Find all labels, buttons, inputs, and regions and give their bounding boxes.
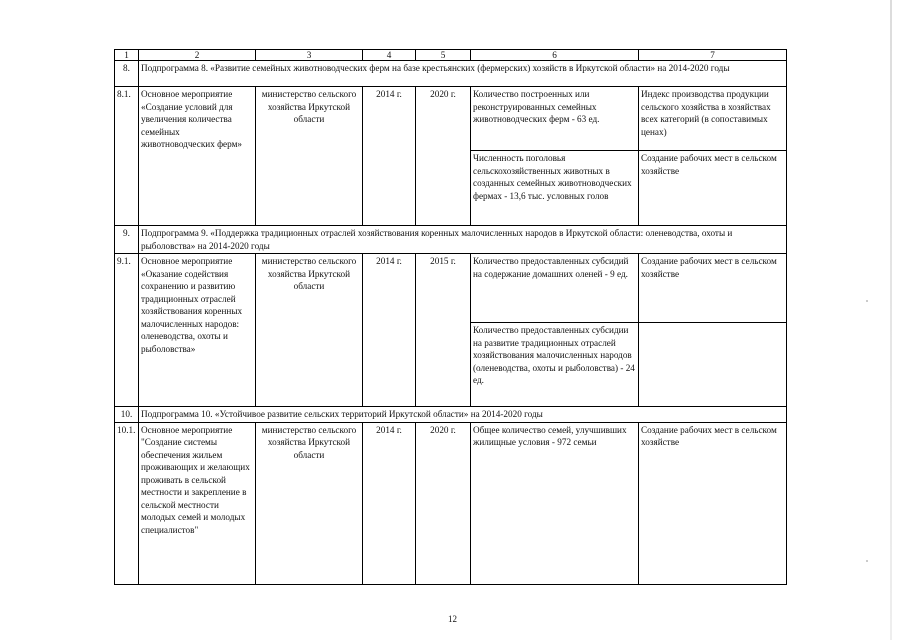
activity-end-year: 2020 г. bbox=[416, 87, 471, 226]
subprogram-title: Подпрограмма 9. «Поддержка традиционных отраслей хозяйствования коренных малочисленных народов в Иркутской области: оленеводства, охоты и рыболовства» на 2014-2020 годы bbox=[139, 226, 787, 254]
activity-start-year: 2014 г. bbox=[363, 422, 416, 584]
col-number: 6 bbox=[471, 50, 639, 61]
activity-row bbox=[115, 87, 787, 151]
subprogram-row bbox=[115, 407, 787, 423]
subprogram-title: Подпрограмма 8. «Развитие семейных животноводческих ферм на базе крестьянских (фермерских) хозяйств в Иркутской области» на 2014-2020 годы bbox=[139, 61, 787, 87]
indicator-result: Количество построенных или реконструированных семейных животноводческих ферм - 63 ед. bbox=[471, 87, 639, 151]
subprogram-row bbox=[115, 61, 787, 87]
col-number: 2 bbox=[139, 50, 256, 61]
col-number: 4 bbox=[363, 50, 416, 61]
activity-end-year: 2020 г. bbox=[416, 422, 471, 584]
indicator-result: Количество предоставленных субсидии на развитие традиционных отраслей хозяйствования малочисленных народов (оленеводства, охоты и рыболовства) - 24 ед. bbox=[471, 323, 639, 407]
indicator-effect: Создание рабочих мест в сельском хозяйстве bbox=[639, 151, 787, 226]
col-number: 1 bbox=[115, 50, 139, 61]
activity-end-year: 2015 г. bbox=[416, 254, 471, 407]
column-number-row bbox=[115, 50, 787, 61]
program-table bbox=[114, 49, 787, 585]
indicator-result: Количество предоставленных субсидий на содержание домашних оленей - 9 ед. bbox=[471, 254, 639, 323]
scan-speck bbox=[866, 300, 868, 302]
subprogram-title: Подпрограмма 10. «Устойчивое развитие сельских территорий Иркутской области» на 2014-2020 годы bbox=[139, 407, 787, 423]
indicator-effect: Создание рабочих мест в сельском хозяйстве bbox=[639, 254, 787, 323]
activity-start-year: 2014 г. bbox=[363, 254, 416, 407]
activity-start-year: 2014 г. bbox=[363, 87, 416, 226]
indicator-result: Численность поголовья сельскохозяйственных животных в созданных семейных животноводческих фермах - 13,6 тыс. условных голов bbox=[471, 151, 639, 226]
scan-speck bbox=[866, 560, 868, 562]
subprogram-number: 8. bbox=[115, 61, 139, 87]
indicator-effect: Индекс производства продукции сельского хозяйства в хозяйствах всех категорий (в сопоставимых ценах) bbox=[639, 87, 787, 151]
activity-row bbox=[115, 422, 787, 584]
indicator-effect: Создание рабочих мест в сельском хозяйстве bbox=[639, 422, 787, 584]
indicator-result: Общее количество семей, улучшивших жилищные условия - 972 семьи bbox=[471, 422, 639, 584]
col-number: 5 bbox=[416, 50, 471, 61]
subprogram-number: 9. bbox=[115, 226, 139, 254]
col-number: 3 bbox=[256, 50, 363, 61]
activity-executor: министерство сельского хозяйства Иркутской области bbox=[256, 422, 363, 584]
scan-edge bbox=[890, 0, 892, 640]
indicator-effect bbox=[639, 323, 787, 407]
activity-number: 8.1. bbox=[115, 87, 139, 226]
activity-name: Основное мероприятие «Оказание содействия сохранению и развитию традиционных отраслей хозяйствования коренных малочисленных народов: оленеводства, охоты и рыболовства» bbox=[139, 254, 256, 407]
activity-number: 9.1. bbox=[115, 254, 139, 407]
activity-name: Основное мероприятие «Создание условий для увеличения количества семейных животноводческих ферм» bbox=[139, 87, 256, 226]
subprogram-row bbox=[115, 226, 787, 254]
subprogram-number: 10. bbox=[115, 407, 139, 423]
activity-number: 10.1. bbox=[115, 422, 139, 584]
col-number: 7 bbox=[639, 50, 787, 61]
activity-name: Основное мероприятие "Создание системы обеспечения жильем проживающих и желающих проживать в сельской местности и закрепление в сельской местности молодых семей и молодых специалистов" bbox=[139, 422, 256, 584]
activity-executor: министерство сельского хозяйства Иркутской области bbox=[256, 87, 363, 226]
activity-executor: министерство сельского хозяйства Иркутской области bbox=[256, 254, 363, 407]
page-number: 12 bbox=[448, 614, 457, 624]
activity-row bbox=[115, 254, 787, 323]
